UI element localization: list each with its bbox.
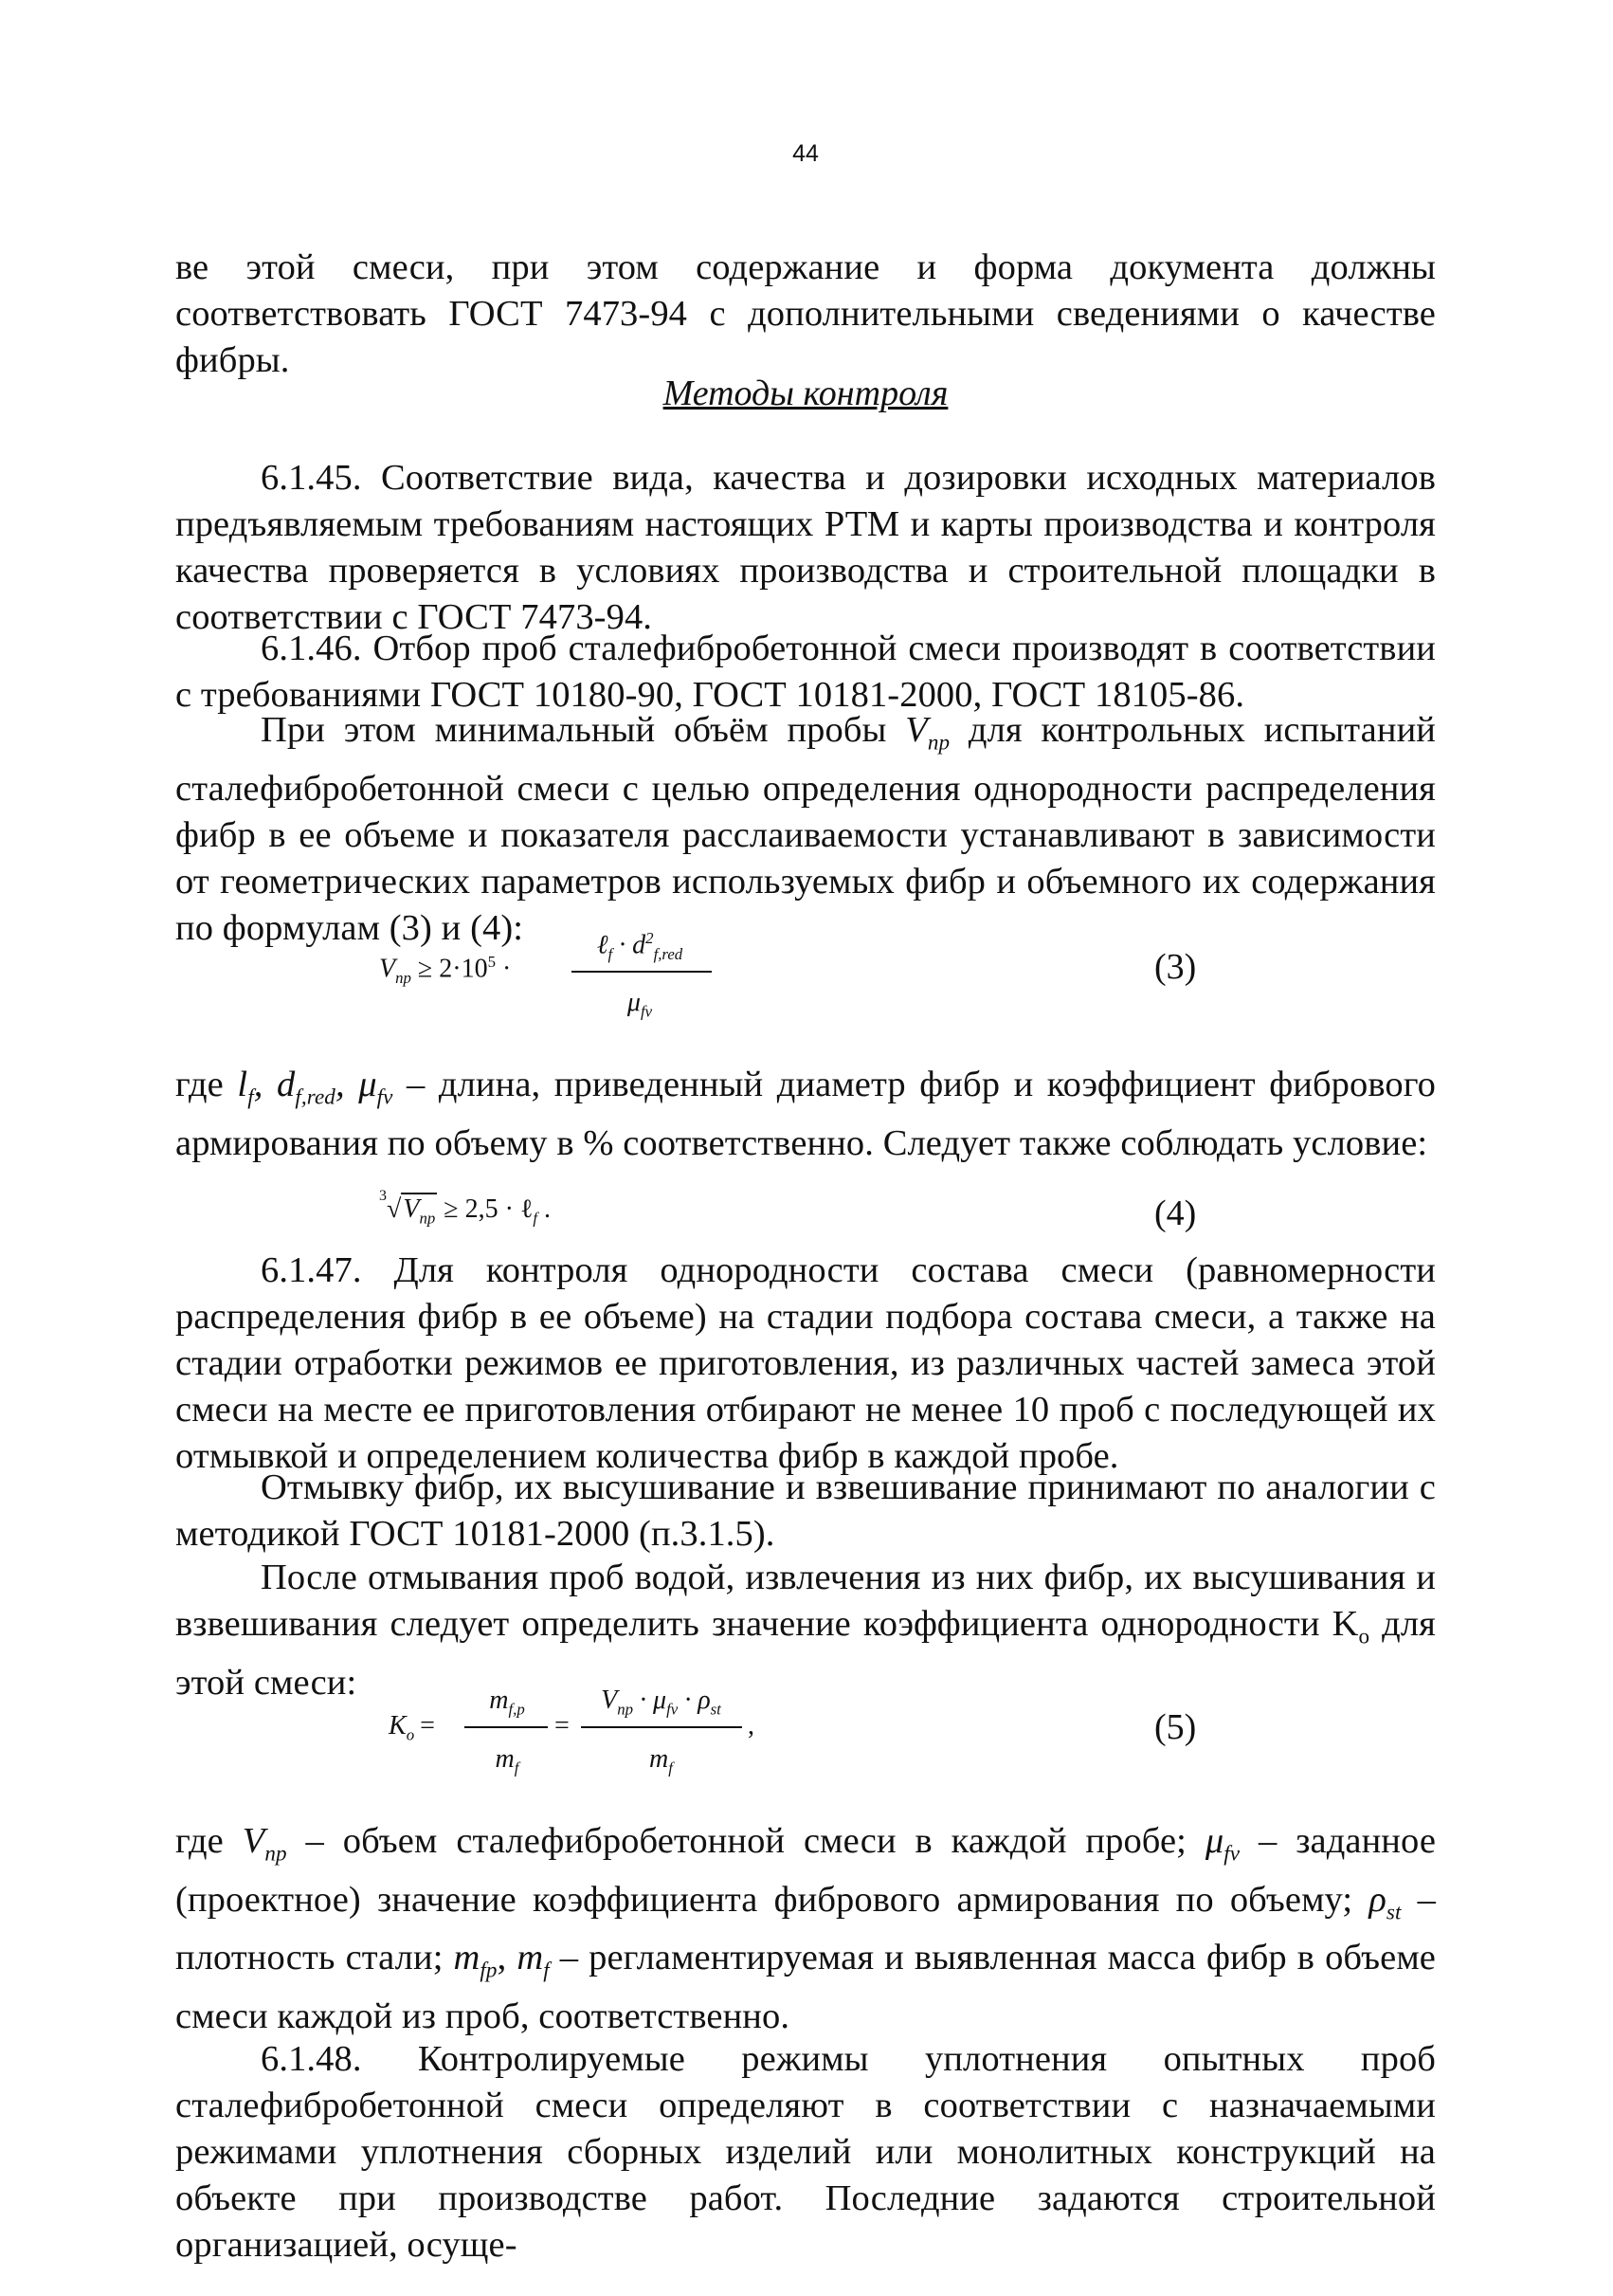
text-run: – плотность стали; (175, 1879, 1436, 1978)
document-page (175, 0, 1436, 2296)
f3-v-sub: пр (395, 968, 411, 987)
sym-mu: , μ (335, 1065, 377, 1104)
f3-den-sub: fv (640, 1002, 653, 1021)
text-run: где (175, 1821, 243, 1861)
sym-sub: f (543, 1958, 550, 1983)
paragraph-6-1-45: 6.1.45. Соответствие вида, качества и дозировки исходных материалов предъявляемым требованиям настоящих РТМ и карты производства и контроля качества проверяется в условиях производства и строительной площадки в соответствии с ГОСТ 7473-94. (175, 458, 1436, 637)
text-run: – регламентируемая и выявленная масса фибр в объеме смеси каждой из проб, соответственно. (175, 1938, 1436, 2037)
text-run: После отмывания проб водой, извлечения из них фибр, их высушивания и взвешивания следует определить значение коэффициента однородности K (175, 1558, 1436, 1644)
section-title (175, 373, 1436, 414)
paragraph-6-1-48: 6.1.48. Контролируемые режимы уплотнения опытных проб сталефибробетонной смеси определяют в соответствии с назначаемыми режимами уплотнения сборных изделий или монолитных конструкций на объекте при производстве работ. Последние задаются строительной организацией, осуще- (175, 2039, 1436, 2265)
formula-5-lhs (389, 1711, 435, 1745)
sym-sub: пр (264, 1840, 287, 1866)
f3-num-sub: f (607, 944, 613, 963)
formula-3-fraction-bar (571, 971, 712, 973)
sym-sub: fv (1223, 1840, 1241, 1866)
sym-d: , d (253, 1065, 296, 1104)
f5-m: m (495, 1744, 515, 1774)
f5-frac1-bar (464, 1726, 548, 1728)
f3-rel: ≥ 2·10 (410, 954, 488, 984)
sym-sub: fp (480, 1958, 498, 1983)
sym-sub: st (1386, 1899, 1402, 1924)
f5-frac2-num (578, 1686, 744, 1720)
f5-m-sub: f (668, 1758, 673, 1777)
text-run: – заданное (проектное) значение коэффициента фибрового армирования по объему; (175, 1821, 1437, 1920)
f5-k: K (389, 1711, 407, 1740)
section-title-text: Методы контроля (662, 374, 949, 413)
intro-paragraph: ве этой смеси, при этом содержание и форма документа должны соответствовать ГОСТ 7473-94 с дополнительными сведениями о качестве фибры. (175, 247, 1436, 380)
f3-num-sub2: f,red (653, 944, 683, 963)
k-sub: о (1358, 1623, 1370, 1649)
f5-rho: · ρ (678, 1686, 711, 1715)
symbol-text: V (905, 710, 928, 750)
f5-k-sub: o (406, 1725, 415, 1744)
text-run: для этой смеси: (175, 1604, 1436, 1703)
paragraph-6-1-46: 6.1.46. Отбор проб сталефибробетонной смеси производят в соответствии с требованиями ГОСТ 10180-90, ГОСТ 10181-2000, ГОСТ 18105-86. (175, 629, 1436, 715)
f5-rho-sub: st (710, 1700, 721, 1719)
f5-frac1-den (464, 1744, 550, 1778)
f5-mu: · μ (633, 1686, 667, 1715)
text-run: где (175, 1065, 238, 1104)
symbol-sub: пр (927, 729, 951, 755)
f4-end: . (537, 1194, 552, 1224)
text-run: – длина, приведенный диаметр фибр и коэффициент фибрового армирования по объему в % соответственно. Следует также соблюдать условие: (175, 1065, 1436, 1163)
f4-radicand-sub: пр (419, 1209, 436, 1228)
f5-m-sub: f,p (508, 1700, 525, 1719)
f5-eq2: = (554, 1711, 570, 1740)
f4-root-index: 3 (379, 1187, 387, 1204)
sym-sub: f (247, 1084, 254, 1109)
f5-m: m (649, 1744, 669, 1774)
sym-m: m (517, 1938, 544, 1978)
symbol-v (905, 710, 951, 755)
f5-eq: = (420, 1711, 435, 1740)
text-run: для контрольных испытаний сталефибробетонной смеси с целью определения однородности распределения фибр в ее объеме и показателя расслаиваемости устанавливают в зависимости от геометрических параметров используемых фибр и объемного их содержания по формулам (3) и (4): (175, 710, 1436, 948)
f4-rhs: ≥ 2,5 · ℓ (437, 1194, 534, 1224)
sym-sub: fv (376, 1084, 393, 1109)
f4-radicand (401, 1193, 437, 1228)
f5-m: m (489, 1686, 509, 1715)
f4-rhs-sub: f (533, 1209, 538, 1228)
equation-number-4: (4) (1154, 1194, 1197, 1233)
paragraph-after-washing (175, 1555, 1436, 1706)
text-run: При этом минимальный объём пробы (261, 710, 906, 750)
f5-mu-sub: fv (666, 1700, 679, 1719)
sym-sub: f,red (295, 1084, 335, 1109)
paragraph-6-1-47: 6.1.47. Для контроля однородности состава смеси (равномерности распределения фибр в ее объеме) на стадии подбора состава смеси, а также на стадии отработки режимов ее приготовления, из различных частей замеса этой смеси на месте ее приготовления отбирают не менее 10 проб с последующей их отмывкой и определением количества фибр в каждой пробе. (175, 1250, 1436, 1476)
f3-v: V (379, 954, 396, 984)
where-clause-5 (175, 1818, 1436, 2040)
where-clause-3 (175, 1062, 1436, 1167)
f5-v: V (601, 1686, 618, 1715)
sym-mu: μ (1205, 1821, 1224, 1861)
equation-number-5: (5) (1154, 1707, 1197, 1747)
f3-num-sup: 2 (645, 929, 654, 947)
f4-radicand-v: V (403, 1194, 420, 1224)
f5-v-sub: пр (617, 1700, 634, 1719)
f5-frac2-bar (581, 1726, 742, 1728)
equation-number-3: (3) (1154, 947, 1197, 987)
sym-l: l (237, 1065, 248, 1104)
formula-3-numerator (569, 929, 711, 964)
sym-v: V (242, 1821, 265, 1861)
sym-rho: ρ (1368, 1879, 1386, 1920)
f5-frac2-den (578, 1744, 744, 1778)
f5-end: , (748, 1711, 754, 1740)
f3-num: ℓ (596, 930, 608, 960)
f5-frac1-num (464, 1686, 550, 1720)
f3-num-mid: · d (612, 930, 646, 960)
formula-3-lhs (379, 953, 511, 988)
page-number: 44 (792, 140, 819, 167)
f3-exp: 5 (487, 953, 496, 971)
text-run: – объем сталефибробетонной смеси в каждой пробе; (286, 1821, 1205, 1861)
formula-3-denominator (569, 988, 711, 1022)
radical-sign: √ (387, 1194, 402, 1224)
sym-m: m (453, 1938, 480, 1978)
formula-4-expression (379, 1187, 552, 1229)
paragraph-sample-volume (175, 707, 1436, 952)
f3-den: μ (626, 988, 641, 1017)
text-run: , (497, 1938, 517, 1978)
paragraph-wash: Отмывку фибр, их высушивание и взвешивание принимают по аналогии с методикой ГОСТ 10181-2000 (п.3.1.5). (175, 1467, 1436, 1554)
f3-dot: · (495, 954, 512, 984)
f5-m-sub: f (514, 1758, 519, 1777)
